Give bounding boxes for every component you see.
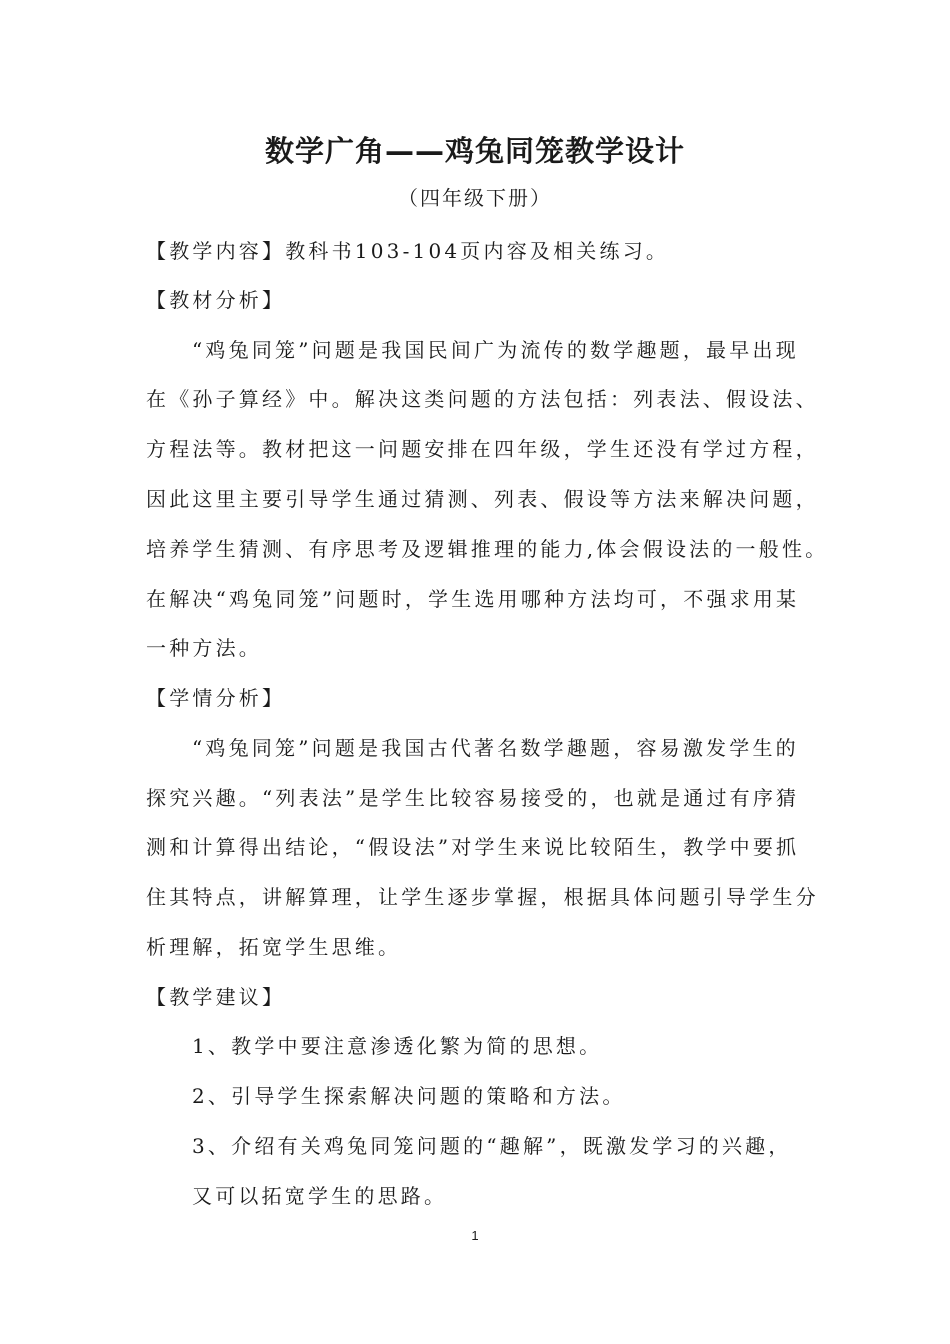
page-title: 数学广角——鸡兔同笼教学设计 (264, 134, 685, 168)
paragraph-line: 探究兴趣。“列表法”是学生比较容易接受的，也就是通过有序猜 (146, 786, 800, 810)
suggestion-item: 1、教学中要注意渗透化繁为简的思想。 (192, 1034, 603, 1058)
paragraph-line: “鸡兔同笼”问题是我国古代著名数学趣题，容易激发学生的 (192, 736, 799, 760)
suggestion-item: 2、引导学生探索解决问题的策略和方法。 (192, 1084, 626, 1108)
paragraph-line: “鸡兔同笼”问题是我国民间广为流传的数学趣题，最早出现 (192, 338, 799, 362)
paragraph-line: 测和计算得出结论，“假设法”对学生来说比较陌生，教学中要抓 (146, 835, 800, 859)
paragraph-line: 在解决“鸡兔同笼”问题时，学生选用哪种方法均可，不强求用某 (146, 587, 800, 611)
paragraph-line: 析理解，拓宽学生思维。 (146, 935, 402, 959)
page-subtitle: （四年级下册） (398, 186, 552, 210)
suggestion-item-continuation: 又可以拓宽学生的思路。 (192, 1184, 448, 1208)
paragraph-line: 方程法等。教材把这一问题安排在四年级，学生还没有学过方程， (146, 437, 819, 461)
section-heading-teaching-suggestions: 【教学建议】 (146, 985, 286, 1009)
paragraph-line: 因此这里主要引导学生通过猜测、列表、假设等方法来解决问题， (146, 487, 819, 511)
teaching-content-line: 【教学内容】教科书103-104页内容及相关练习。 (146, 239, 670, 263)
paragraph-line: 一种方法。 (146, 636, 262, 660)
suggestion-item: 3、介绍有关鸡兔同笼问题的“趣解”，既激发学习的兴趣， (192, 1134, 792, 1158)
section-heading-material-analysis: 【教材分析】 (146, 288, 286, 312)
paragraph-line: 培养学生猜测、有序思考及逻辑推理的能力,体会假设法的一般性。 (146, 537, 829, 561)
paragraph-line: 住其特点，讲解算理，让学生逐步掌握，根据具体问题引导学生分 (146, 885, 819, 909)
paragraph-line: 在《孙子算经》中。解决这类问题的方法包括：列表法、假设法、 (146, 387, 819, 411)
section-heading-learner-analysis: 【学情分析】 (146, 686, 286, 710)
page-number: 1 (471, 1228, 479, 1243)
